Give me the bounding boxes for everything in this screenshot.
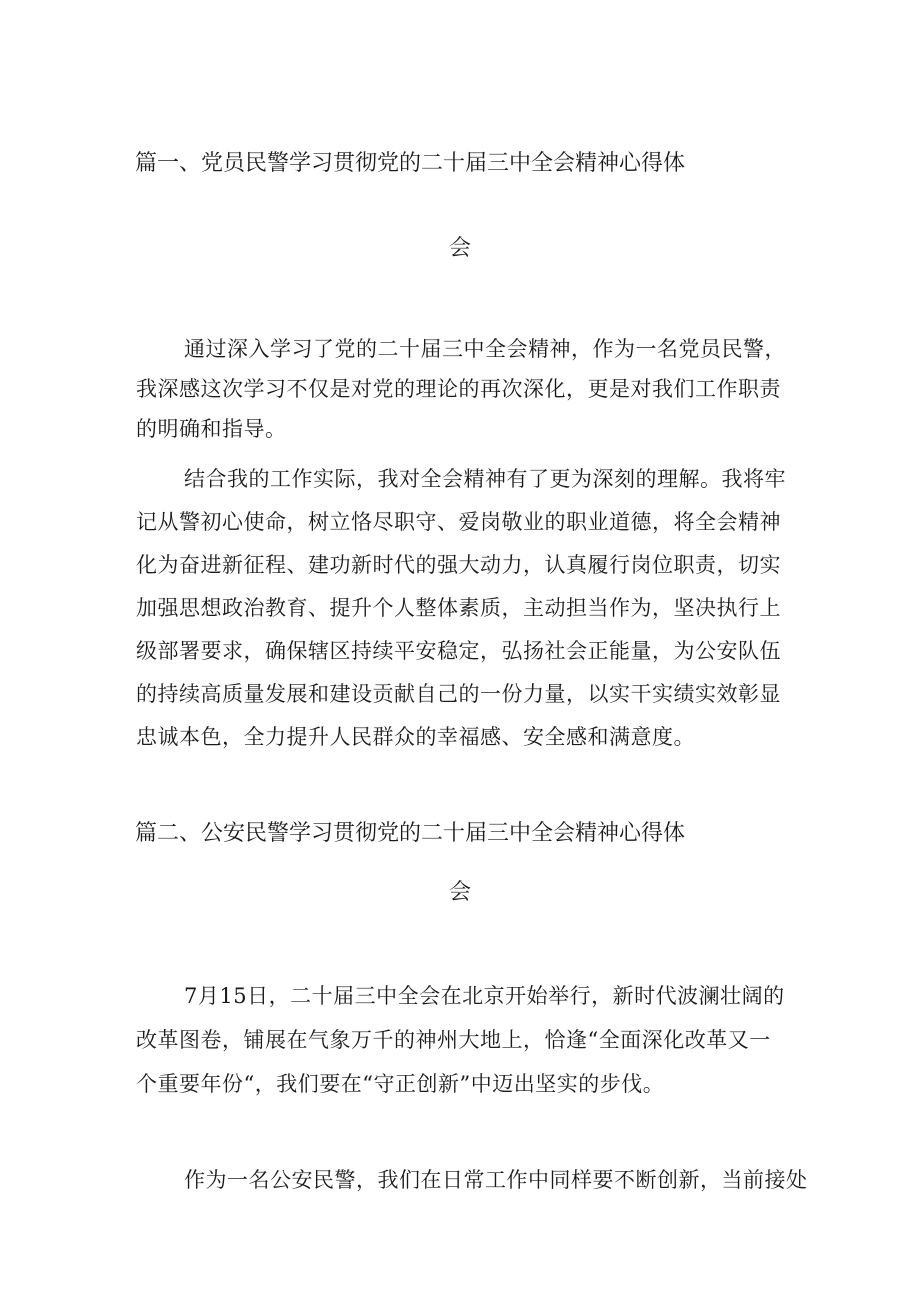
paragraph-line: 加强思想政治教育、提升个人整体素质，主动担当作为，坚决执行上 — [136, 596, 781, 620]
section2-title-continued: 会 — [448, 880, 471, 905]
section1-title-continued: 会 — [448, 236, 471, 261]
section1-title: 篇一、党员民警学习贯彻党的二十届三中全会精神心得体 — [135, 151, 686, 176]
paragraph-line: 记从警初心使命，树立恪尽职守、爱岗敬业的职业道德，将全会精神 — [136, 510, 781, 534]
paragraph-line: 7月15日，二十届三中全会在北京开始举行，新时代波澜壮阔的 — [184, 984, 785, 1008]
paragraph-line: 个重要年份“，我们要在“守正创新”中迈出坚实的步伐。 — [136, 1072, 665, 1096]
paragraph-line: 作为一名公安民警，我们在日常工作中同样要不断创新，当前接处 — [184, 1168, 808, 1192]
paragraph-line: 改革图卷，铺展在气象万千的神州大地上，恰逢“全面深化改革又一 — [136, 1028, 771, 1052]
paragraph-line: 我深感这次学习不仅是对党的理论的再次深化，更是对我们工作职责 — [136, 377, 781, 401]
section2-title: 篇二、公安民警学习贯彻党的二十届三中全会精神心得体 — [135, 821, 686, 846]
paragraph-line: 级部署要求，确保辖区持续平安稳定，弘扬社会正能量，为公安队伍 — [136, 639, 781, 663]
paragraph-line: 结合我的工作实际，我对全会精神有了更为深刻的理解。我将牢 — [184, 467, 786, 491]
paragraph-line: 通过深入学习了党的二十届三中全会精神，作为一名党员民警， — [184, 337, 786, 361]
paragraph-line: 化为奋进新征程、建功新时代的强大动力，认真履行岗位职责，切实 — [136, 553, 781, 577]
paragraph-line: 忠诚本色，全力提升人民群众的幸福感、安全感和满意度。 — [136, 725, 695, 749]
paragraph-line: 的明确和指导。 — [136, 417, 287, 441]
paragraph-line: 的持续高质量发展和建设贡献自己的一份力量，以实干实绩实效彰显 — [136, 682, 781, 706]
